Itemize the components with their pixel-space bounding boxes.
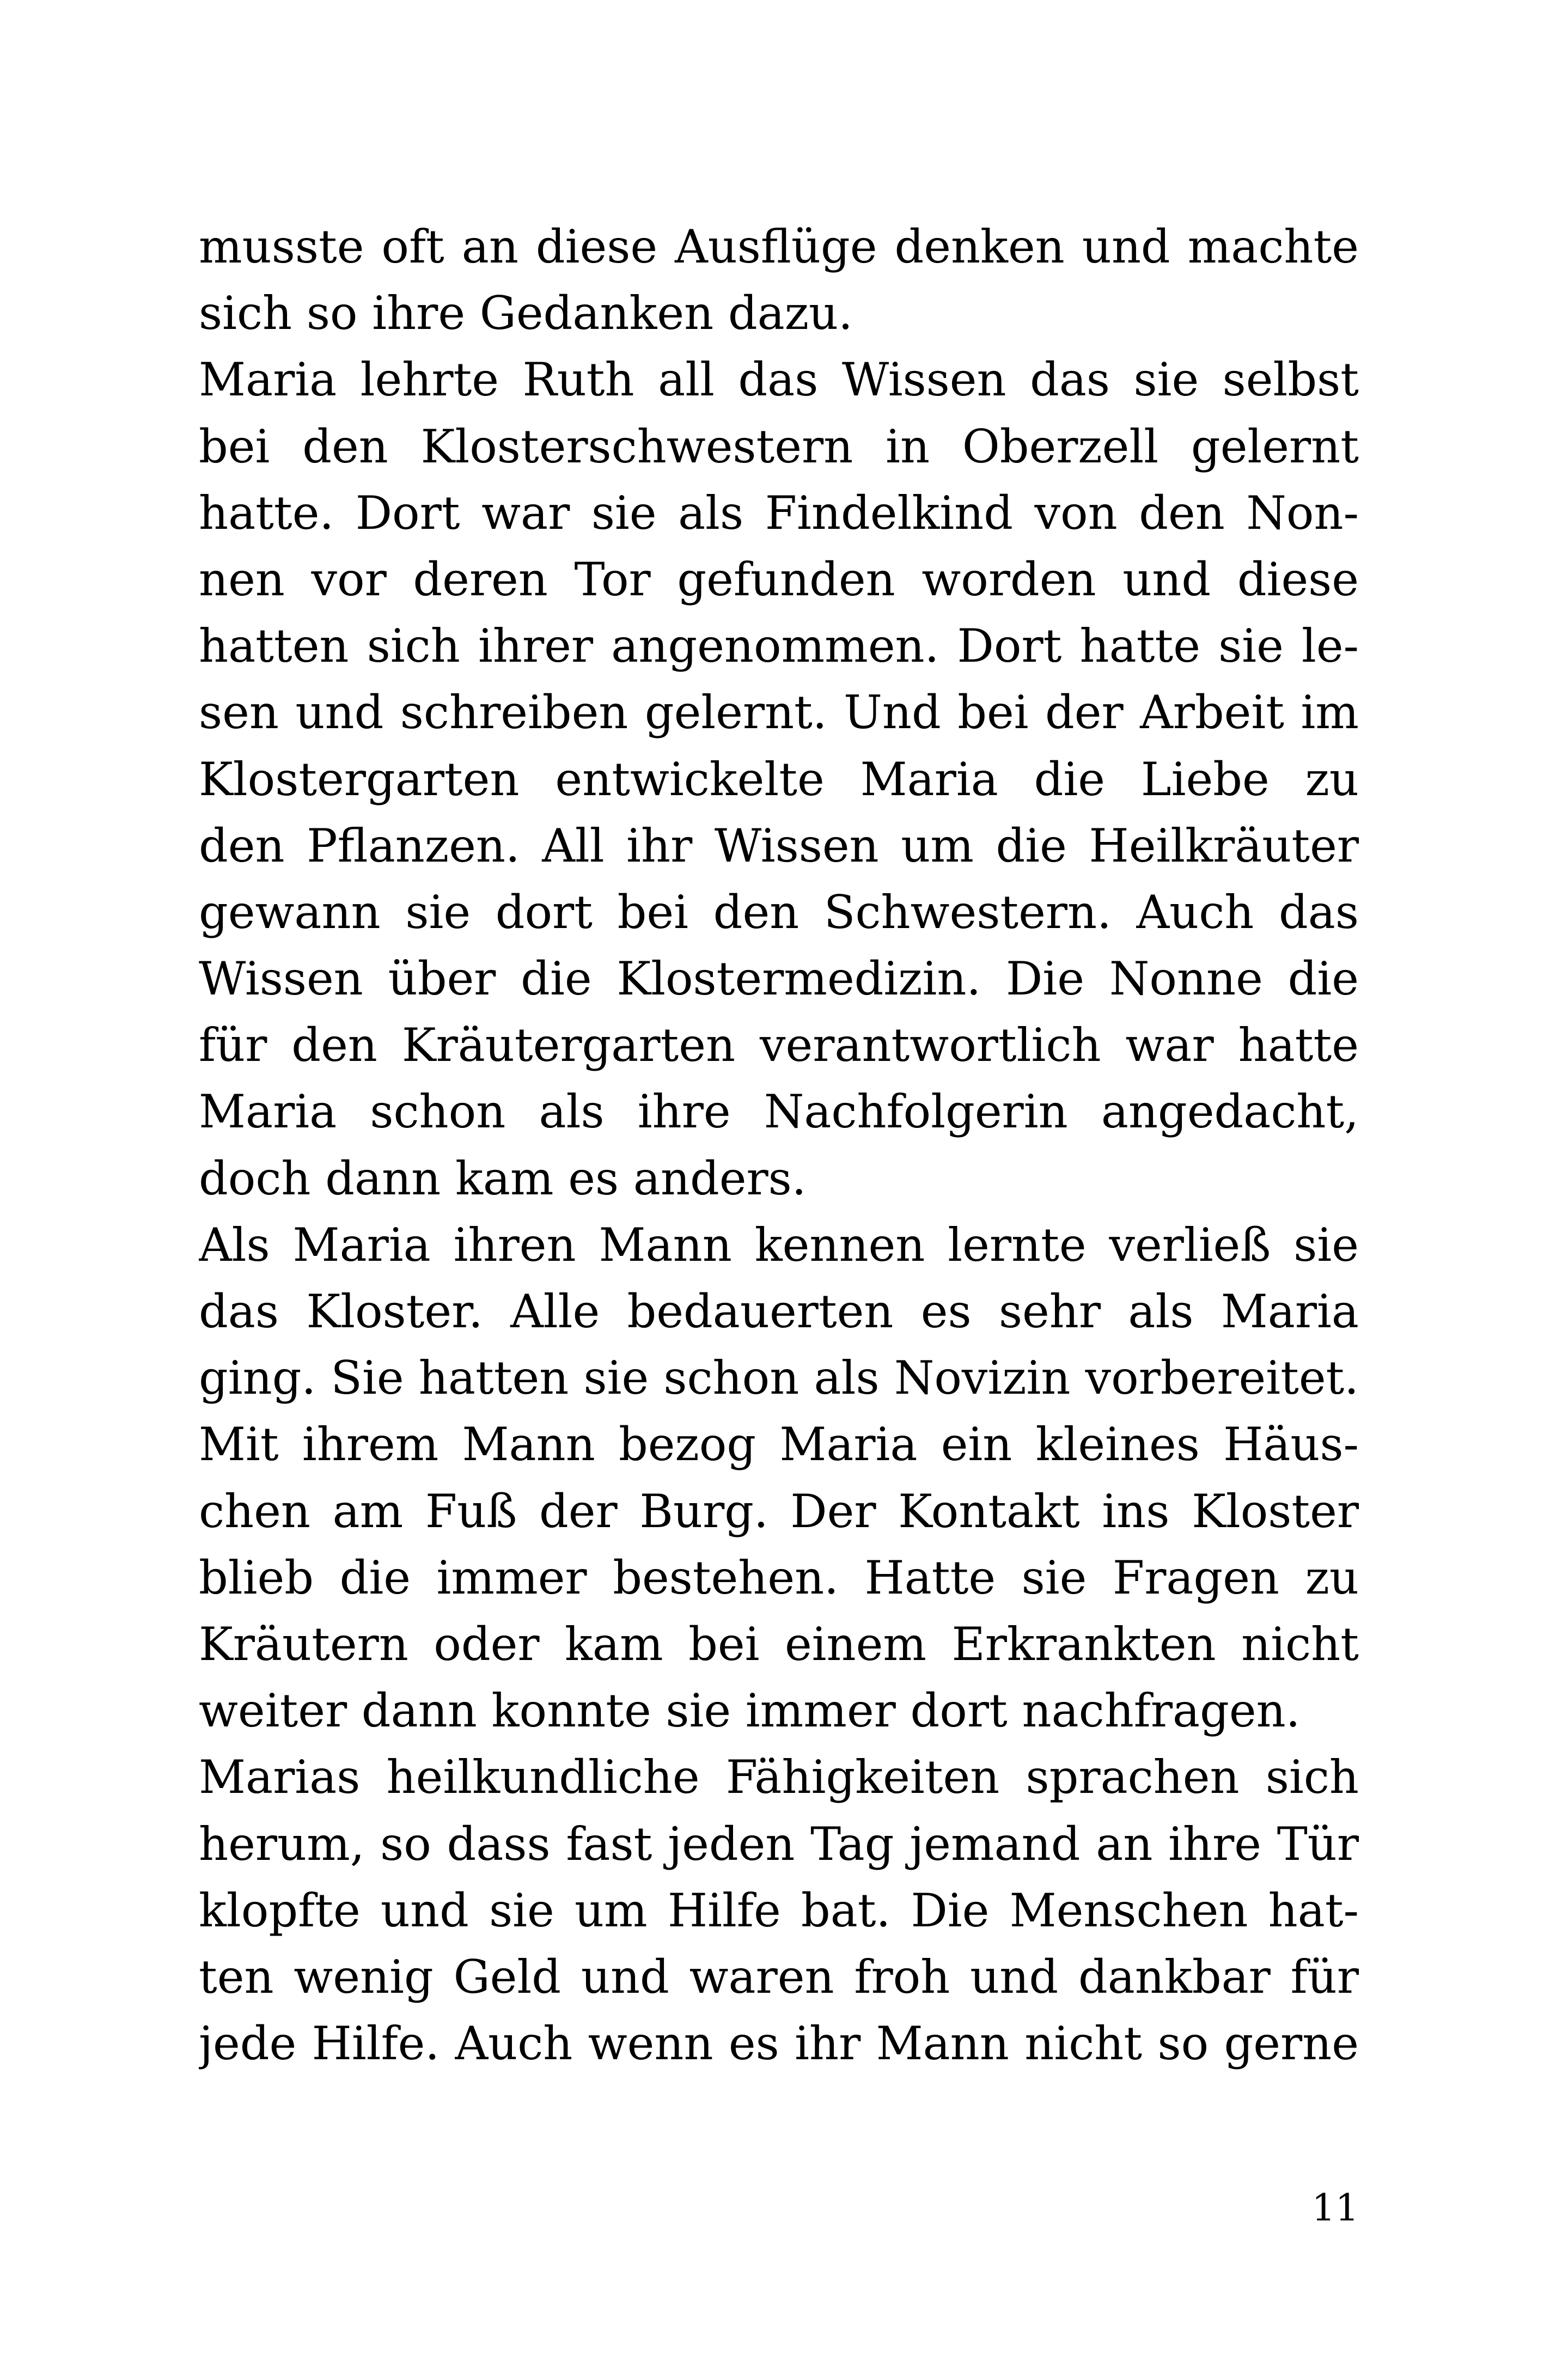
text-line: gewann sie dort bei den Schwestern. Auch das [199,885,1359,939]
text-line: jede Hilfe. Auch wenn es ihr Mann nicht so gerne [199,2017,1359,2071]
text-line: das Kloster. Alle bedauerten es sehr als Maria [199,1285,1359,1338]
text-line: Wissen über die Klostermedizin. Die Nonne die [199,952,1359,1006]
text-line: ging. Sie hatten sie schon als Novizin vorbereitet. [199,1351,1359,1405]
text-line: bei den Klosterschwestern in Oberzell gelernt [199,419,1359,473]
text-line: hatten sich ihrer angenommen. Dort hatte sie le- [199,619,1359,673]
text-line: sich so ihre Gedanken dazu. [199,286,853,340]
text-line: für den Kräutergarten verantwortlich war hatte [199,1018,1359,1072]
text-line: nen vor deren Tor gefunden worden und diese [199,552,1359,606]
text-line: herum, so dass fast jeden Tag jemand an ihre Tür [199,1817,1359,1871]
text-line: Marias heilkundliche Fähigkeiten sprachen sich [199,1750,1359,1804]
text-line: musste oft an diese Ausflüge denken und machte [199,220,1359,273]
text-line: ten wenig Geld und waren froh und dankbar für [199,1950,1359,2004]
text-line: doch dann kam es anders. [199,1151,807,1205]
text-line: Mit ihrem Mann bezog Maria ein kleines Häus- [199,1418,1359,1472]
text-line: den Pflanzen. All ihr Wissen um die Heilkräuter [199,819,1359,872]
body-text [199,213,1359,2077]
text-line: Maria lehrte Ruth all das Wissen das sie selbst [199,353,1359,407]
text-line: sen und schreiben gelernt. Und bei der Arbeit im [199,686,1359,740]
text-line: Klostergarten entwickelte Maria die Liebe zu [199,752,1359,806]
text-line: chen am Fuß der Burg. Der Kontakt ins Kloster [199,1484,1359,1538]
text-line: hatte. Dort war sie als Findelkind von den Non- [199,486,1359,540]
text-line: klopfte und sie um Hilfe bat. Die Menschen hat- [199,1883,1359,1937]
text-line: Als Maria ihren Mann kennen lernte verließ sie [199,1218,1359,1272]
text-line: blieb die immer bestehen. Hatte sie Fragen zu [199,1551,1359,1604]
text-line: Maria schon als ihre Nachfolgerin angedacht, [199,1085,1359,1139]
text-line: Kräutern oder kam bei einem Erkrankten nicht [199,1617,1359,1671]
text-line: weiter dann konnte sie immer dort nachfragen. [199,1684,1301,1738]
page-number: 11 [1311,2187,1359,2230]
